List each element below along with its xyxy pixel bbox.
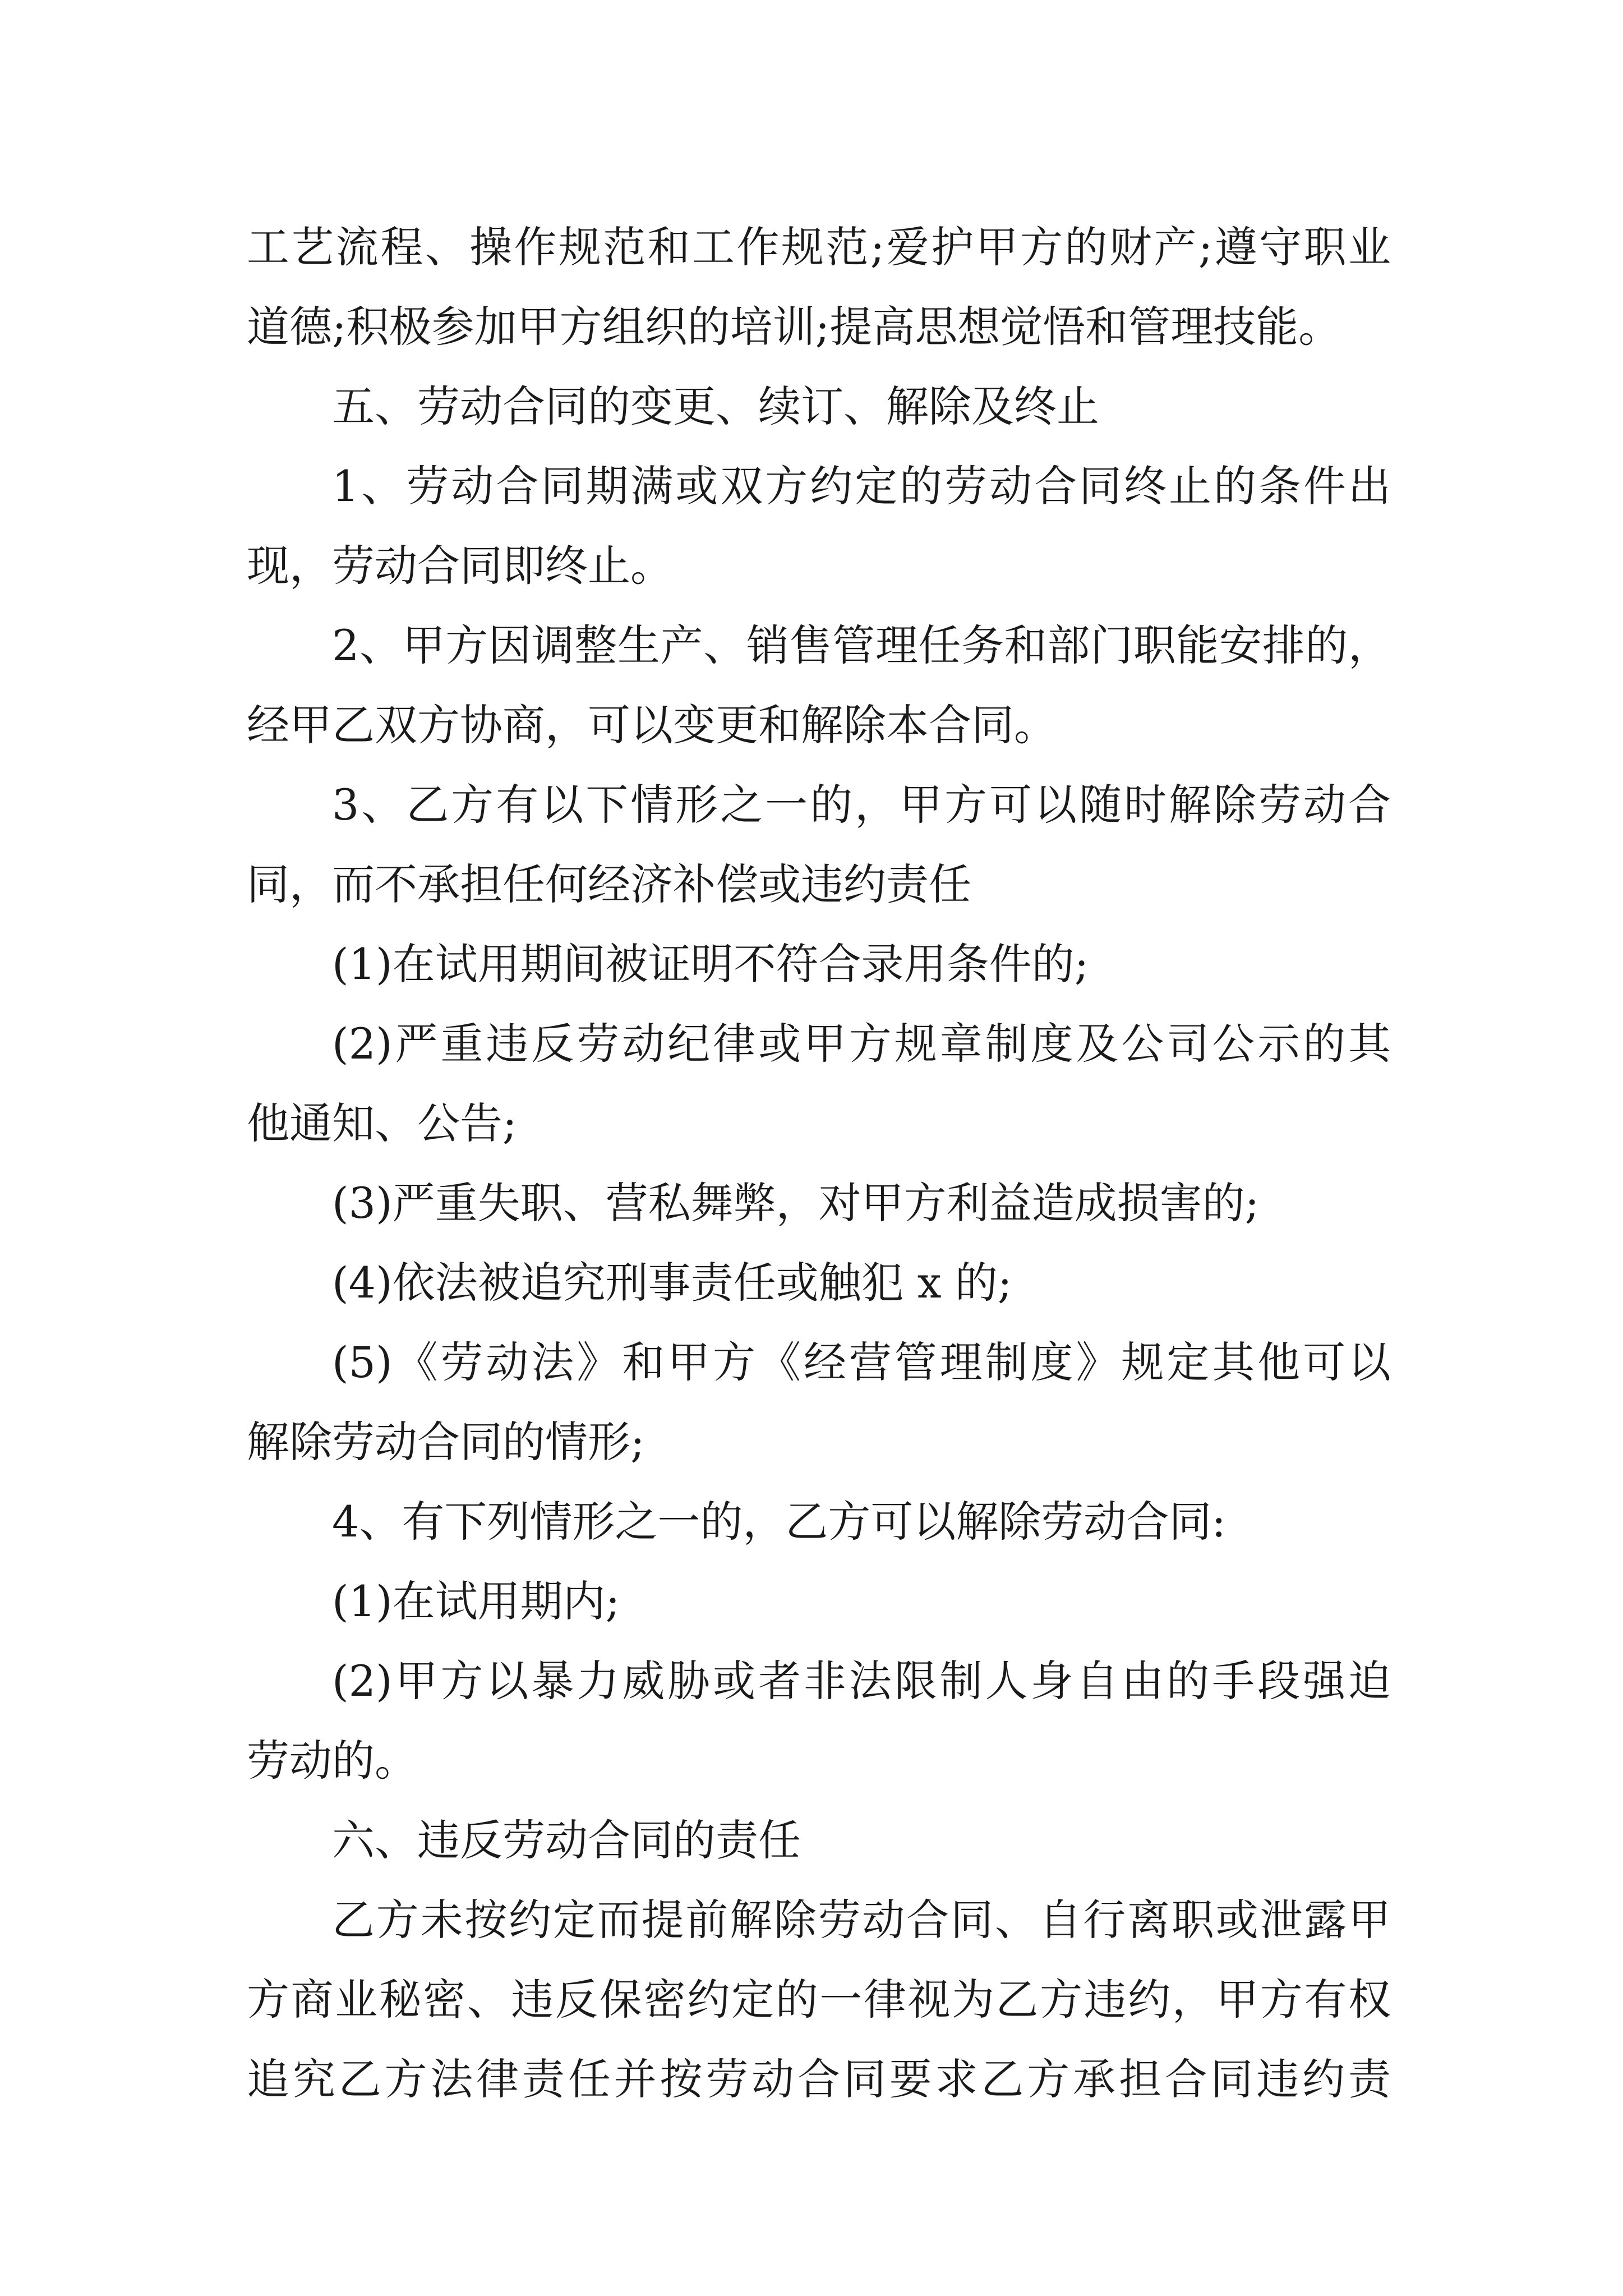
list-item: (5)《劳动法》和甲方《经营管理制度》规定其他可以: [332, 1337, 1391, 1387]
list-item: (3)严重失职、营私舞弊，对甲方利益造成损害的;: [332, 1178, 1260, 1228]
paragraph-line: 经甲乙双方协商，可以变更和解除本合同。: [247, 700, 1057, 750]
section-heading: 六、违反劳动合同的责任: [332, 1815, 801, 1865]
list-item: (2)严重违反劳动纪律或甲方规章制度及公司公示的其: [332, 1019, 1391, 1069]
paragraph-line: 同，而不承担任何经济补偿或违约责任: [247, 859, 971, 909]
paragraph-line: 3、乙方有以下情形之一的，甲方可以随时解除劳动合: [332, 780, 1391, 830]
paragraph-line: 2、甲方因调整生产、销售管理任务和部门职能安排的，: [332, 620, 1391, 670]
paragraph-line: 现，劳动合同即终止。: [247, 541, 673, 591]
paragraph-line: 1、劳动合同期满或双方约定的劳动合同终止的条件出: [332, 461, 1391, 511]
list-item-continuation: 劳动的。: [247, 1736, 417, 1786]
document-body: [247, 208, 1391, 2119]
paragraph-line: 乙方未按约定而提前解除劳动合同、自行离职或泄露甲: [332, 1895, 1391, 1945]
list-item: (1)在试用期间被证明不符合录用条件的;: [332, 939, 1089, 989]
list-item-continuation: 解除劳动合同的情形;: [247, 1417, 645, 1467]
paragraph-line: 工艺流程、操作规范和工作规范;爱护甲方的财产;遵守职业: [247, 222, 1391, 272]
list-item: (4)依法被追究刑事责任或触犯 x 的;: [332, 1258, 1012, 1308]
section-heading: 五、劳动合同的变更、续订、解除及终止: [332, 381, 1099, 431]
list-item-continuation: 他通知、公告;: [247, 1098, 517, 1148]
list-item: (2)甲方以暴力威胁或者非法限制人身自由的手段强迫: [332, 1656, 1391, 1706]
paragraph-line: 4、有下列情形之一的，乙方可以解除劳动合同:: [332, 1497, 1226, 1547]
paragraph-line: 方商业秘密、违反保密约定的一律视为乙方违约，甲方有权: [247, 1975, 1391, 2024]
paragraph-line: 追究乙方法律责任并按劳动合同要求乙方承担合同违约责: [247, 2054, 1391, 2104]
paragraph-line: 道德;积极参加甲方组织的培训;提高思想觉悟和管理技能。: [247, 302, 1341, 352]
list-item: (1)在试用期内;: [332, 1576, 620, 1626]
